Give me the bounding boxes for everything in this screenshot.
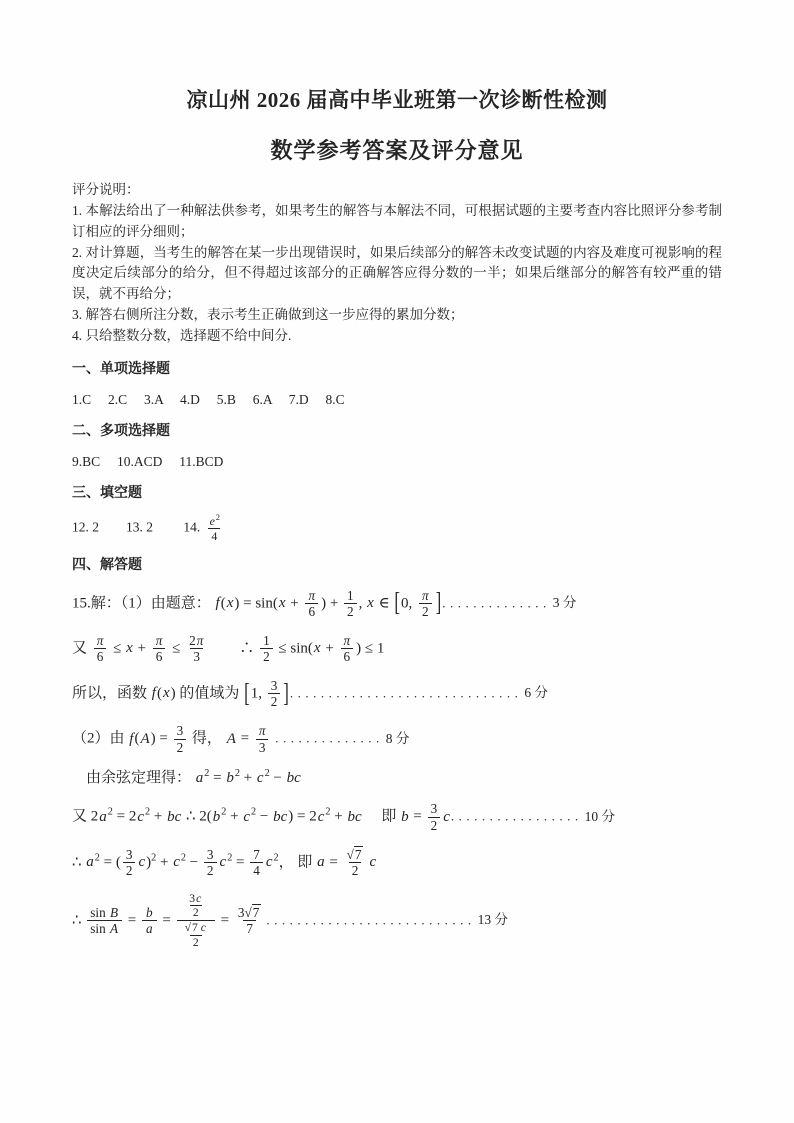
scoring-note-1: 1. 本解法给出了一种解法供参考，如果考生的解答与本解法不同，可根据试题的主要考查内容比照评分参考制订相应的评分细则； bbox=[72, 203, 722, 239]
scoring-note-4: 4. 只给整数分数，选择题不给中间分. bbox=[72, 327, 292, 343]
solution-line-2: 又 $\frac{\pi}{6}$ ≤ x + $\frac{\pi}{6}$ ≤ $\frac{2\pi}{3}$ ∴ $\frac{1}{2}$ ≤ sin(x + $\frac{\pi}{6}$ ) ≤ 1 bbox=[72, 632, 385, 665]
answer-sections bbox=[72, 360, 722, 575]
section-heading-4: 四、解答题 bbox=[72, 557, 142, 573]
dotted-leader: .............................. bbox=[289, 685, 523, 701]
dotted-leader: .............. bbox=[442, 595, 551, 611]
score-label: 13 分 bbox=[477, 912, 508, 928]
page-title: 凉山州 2026 届高中毕业班第一次诊断性检测 bbox=[186, 88, 608, 112]
dotted-leader: ................. bbox=[450, 808, 583, 824]
section-heading-2: 二、多项选择题 bbox=[72, 423, 170, 439]
dotted-leader: .............. bbox=[275, 730, 384, 746]
scoring-notes-heading: 评分说明： bbox=[72, 182, 140, 197]
section-heading-3: 三、填空题 bbox=[72, 485, 142, 501]
section-heading-1: 一、单项选择题 bbox=[72, 361, 170, 377]
page-subtitle: 数学参考答案及评分意见 bbox=[270, 138, 524, 163]
score-label: 6 分 bbox=[524, 685, 549, 701]
answer-line-3: 12. 2 13. 2 14. $\frac{e^2}{4}$ bbox=[72, 512, 220, 543]
solution-line-3: 所以，函数 f(x) 的值域为 [1, $\frac{3}{2}$ ].............................. 6 分 bbox=[72, 677, 549, 710]
solution-line-1: 15.解：（1）由题意： f(x) = sin(x + $\frac{\pi}{6}$ ) + $\frac{1}{2}$ , x ∈ [0, $\frac{\pi}{2}$ ].............. 3 分 bbox=[72, 587, 577, 620]
dotted-leader: ........................... bbox=[266, 912, 476, 928]
solution-line-4: （2）由 f(A) = $\frac{3}{2}$ 得， A = $\frac{\pi}{3}$ .............. 8 分 bbox=[72, 723, 410, 755]
scoring-note-3: 3. 解答右侧所注分数，表示考生正确做到这一步应得的累加分数； bbox=[72, 306, 464, 322]
scoring-note-2: 2. 对计算题，当考生的解答在某一步出现错误时，如果后续部分的解答未改变试题的内容及难度可视影响的程度决定后续部分的给分，但不得超过该部分的正确解答应得分数的一半；如果后继部分的解答有较严重的错误，就不再给分； bbox=[72, 244, 722, 302]
score-label: 10 分 bbox=[584, 808, 615, 824]
solution-line-8: ∴ $\frac{\text{sin B}}{\text{sin A}}$ = $\frac{b}{a}$ = $\frac{\frac{3c}{2}}{\frac{√7 c}{2}}$ = $\frac{3√7}{7}$ ........................... 13 分 bbox=[72, 891, 508, 949]
solution-block bbox=[72, 588, 722, 950]
score-label: 3 分 bbox=[552, 595, 577, 611]
answer-line-1: 1.C 2.C 3.A 4.D 5.B 6.A 7.D 8.C bbox=[72, 391, 345, 407]
score-label: 8 分 bbox=[385, 730, 410, 746]
answer-line-2: 9.BC 10.ACD 11.BCD bbox=[72, 453, 224, 469]
solution-line-7: ∴ $a^2$ = ( $\frac{3}{2}$ $c)^2 + c^2$ − $\frac{3}{2}$ $c^2$ = $\frac{7}{4}$ $c^2$， 即 a = $\frac{√7}{2}$ c bbox=[72, 846, 377, 879]
solution-line-6: 又 $2a^2 = 2c^2$ + bc ∴ $2(b^2 + c^2 - bc) = 2c^2$ + bc 即 b = $\frac{3}{2}$ c................. 10 分 bbox=[72, 801, 615, 834]
solution-line-5: 由余弦定理得： $a^2 = b^2 + c^2$ − bc bbox=[86, 768, 301, 787]
